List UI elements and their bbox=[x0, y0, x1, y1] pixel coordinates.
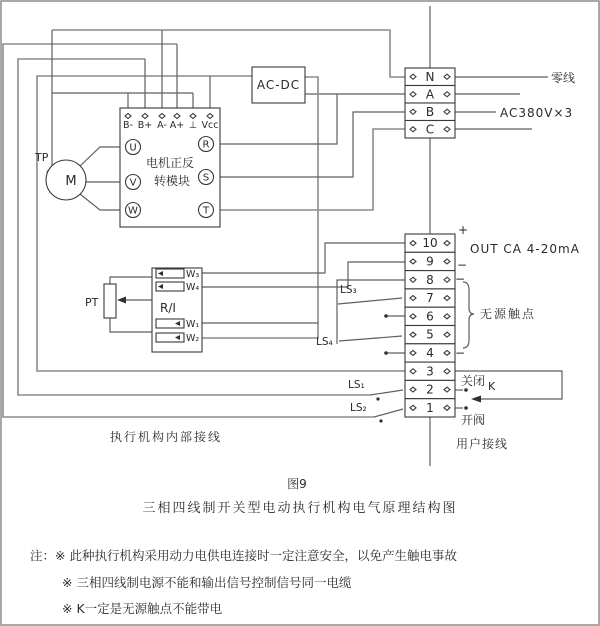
minus-sign: − bbox=[455, 346, 466, 360]
terminal-label: N bbox=[425, 69, 435, 84]
ls2-label: LS₂ bbox=[350, 402, 367, 414]
terminal-label: 4 bbox=[426, 345, 434, 360]
terminal-strip-power bbox=[405, 68, 455, 138]
contact-dot bbox=[379, 419, 382, 422]
module-name-line2: 转模块 bbox=[153, 174, 191, 188]
terminal-label: 3 bbox=[426, 364, 434, 379]
port-label: R bbox=[202, 139, 210, 151]
pin-label: ⊥ bbox=[188, 120, 198, 131]
neutral-label: 零线 bbox=[551, 71, 576, 85]
terminal-label: 1 bbox=[426, 400, 434, 415]
minus-sign: − bbox=[455, 272, 466, 286]
terminal-strip-signal bbox=[405, 234, 455, 417]
ri-label: R/I bbox=[160, 301, 176, 315]
contact-dot bbox=[464, 388, 468, 392]
ls3-label: LS₃ bbox=[340, 284, 357, 296]
minus-sign: − bbox=[457, 258, 468, 272]
terminal-label: 2 bbox=[426, 382, 434, 397]
internal-wiring-label: 执行机构内部接线 bbox=[110, 430, 223, 444]
terminal-label: 10 bbox=[422, 236, 438, 251]
ls4-switch-arm bbox=[339, 336, 402, 341]
pin-label: Vcc bbox=[201, 120, 219, 131]
port-label: U bbox=[129, 142, 137, 154]
ls3-switch-arm bbox=[338, 298, 402, 304]
wire-pt-top bbox=[110, 277, 152, 284]
note-line-1: 注：※ 此种执行机构采用动力电供电连接时一定注意安全，以免产生触电事故 bbox=[30, 548, 457, 563]
tp-label: TP bbox=[35, 151, 49, 164]
terminal-label: C bbox=[425, 122, 435, 137]
terminal-label: 9 bbox=[426, 254, 434, 269]
ls2-switch-arm bbox=[374, 409, 403, 417]
terminal-label: A bbox=[425, 87, 435, 102]
pt-box bbox=[104, 284, 116, 318]
wire-neutral-loop bbox=[52, 30, 405, 77]
figure-title: 三相四线制开关型电动执行机构电气原理结构图 bbox=[142, 501, 458, 516]
wiper-arrow-icon bbox=[117, 297, 126, 304]
wire-motor-U bbox=[80, 147, 125, 166]
port-label: T bbox=[202, 205, 210, 217]
trimmer-label: W₂ bbox=[186, 333, 200, 344]
plus-sign: + bbox=[458, 223, 469, 237]
passive-contacts-label: 无源触点 bbox=[480, 307, 537, 321]
note-line-2: ※ 三相四线制电源不能和输出信号控制信号同一电缆 bbox=[62, 575, 352, 590]
trimmer-label: W₁ bbox=[186, 319, 200, 330]
user-wiring-label: 用户接线 bbox=[456, 437, 509, 451]
ls1-switch-arm bbox=[370, 390, 403, 395]
power-label: AC380V×3 bbox=[500, 106, 574, 120]
pin-label: A- bbox=[157, 120, 167, 131]
terminal-label: 8 bbox=[426, 272, 434, 287]
wire-pt-bottom bbox=[110, 318, 152, 332]
wire-wrap-3 bbox=[37, 76, 405, 371]
close-label: 关闭 bbox=[461, 374, 486, 388]
contact-dot bbox=[464, 406, 468, 410]
open-valve-label: 开阀 bbox=[461, 413, 486, 427]
k-label: K bbox=[488, 380, 496, 393]
terminal-label: 5 bbox=[426, 327, 434, 342]
motor-label: M bbox=[65, 174, 77, 189]
wire-out-minus bbox=[202, 262, 405, 287]
trimmer-label: W₄ bbox=[186, 282, 200, 293]
wire-motor-W bbox=[80, 194, 125, 210]
ls1-label: LS₁ bbox=[348, 379, 365, 391]
module-name-line1: 电机正反 bbox=[145, 156, 195, 170]
out-signal-label: OUT CA 4-20mA bbox=[470, 242, 580, 256]
contact-dot bbox=[376, 397, 379, 400]
port-label: V bbox=[129, 177, 137, 189]
ls4-label: LS₄ bbox=[316, 336, 333, 348]
contact-dot bbox=[384, 351, 388, 355]
contact-dot bbox=[384, 314, 388, 318]
port-label: W bbox=[128, 205, 138, 217]
terminal-label: B bbox=[425, 104, 435, 119]
terminal-label: 7 bbox=[426, 291, 434, 306]
brace-passive-contacts bbox=[463, 282, 474, 348]
note-line-3: ※ K一定是无源触点不能带电 bbox=[62, 601, 223, 616]
k-arrow-icon bbox=[471, 396, 481, 403]
wire-out-plus bbox=[202, 243, 405, 273]
pin-label: B+ bbox=[137, 120, 153, 131]
pin-label: A+ bbox=[169, 120, 185, 131]
wire-T-phase bbox=[213, 129, 405, 210]
port-label: S bbox=[202, 172, 210, 184]
acdc-label: AC-DC bbox=[256, 78, 301, 92]
terminal-label: 6 bbox=[426, 309, 434, 324]
trimmer-label: W₃ bbox=[186, 269, 200, 280]
pt-label: PT bbox=[85, 296, 99, 309]
figure-number: 图9 bbox=[287, 477, 307, 491]
pin-label: B- bbox=[123, 120, 133, 131]
